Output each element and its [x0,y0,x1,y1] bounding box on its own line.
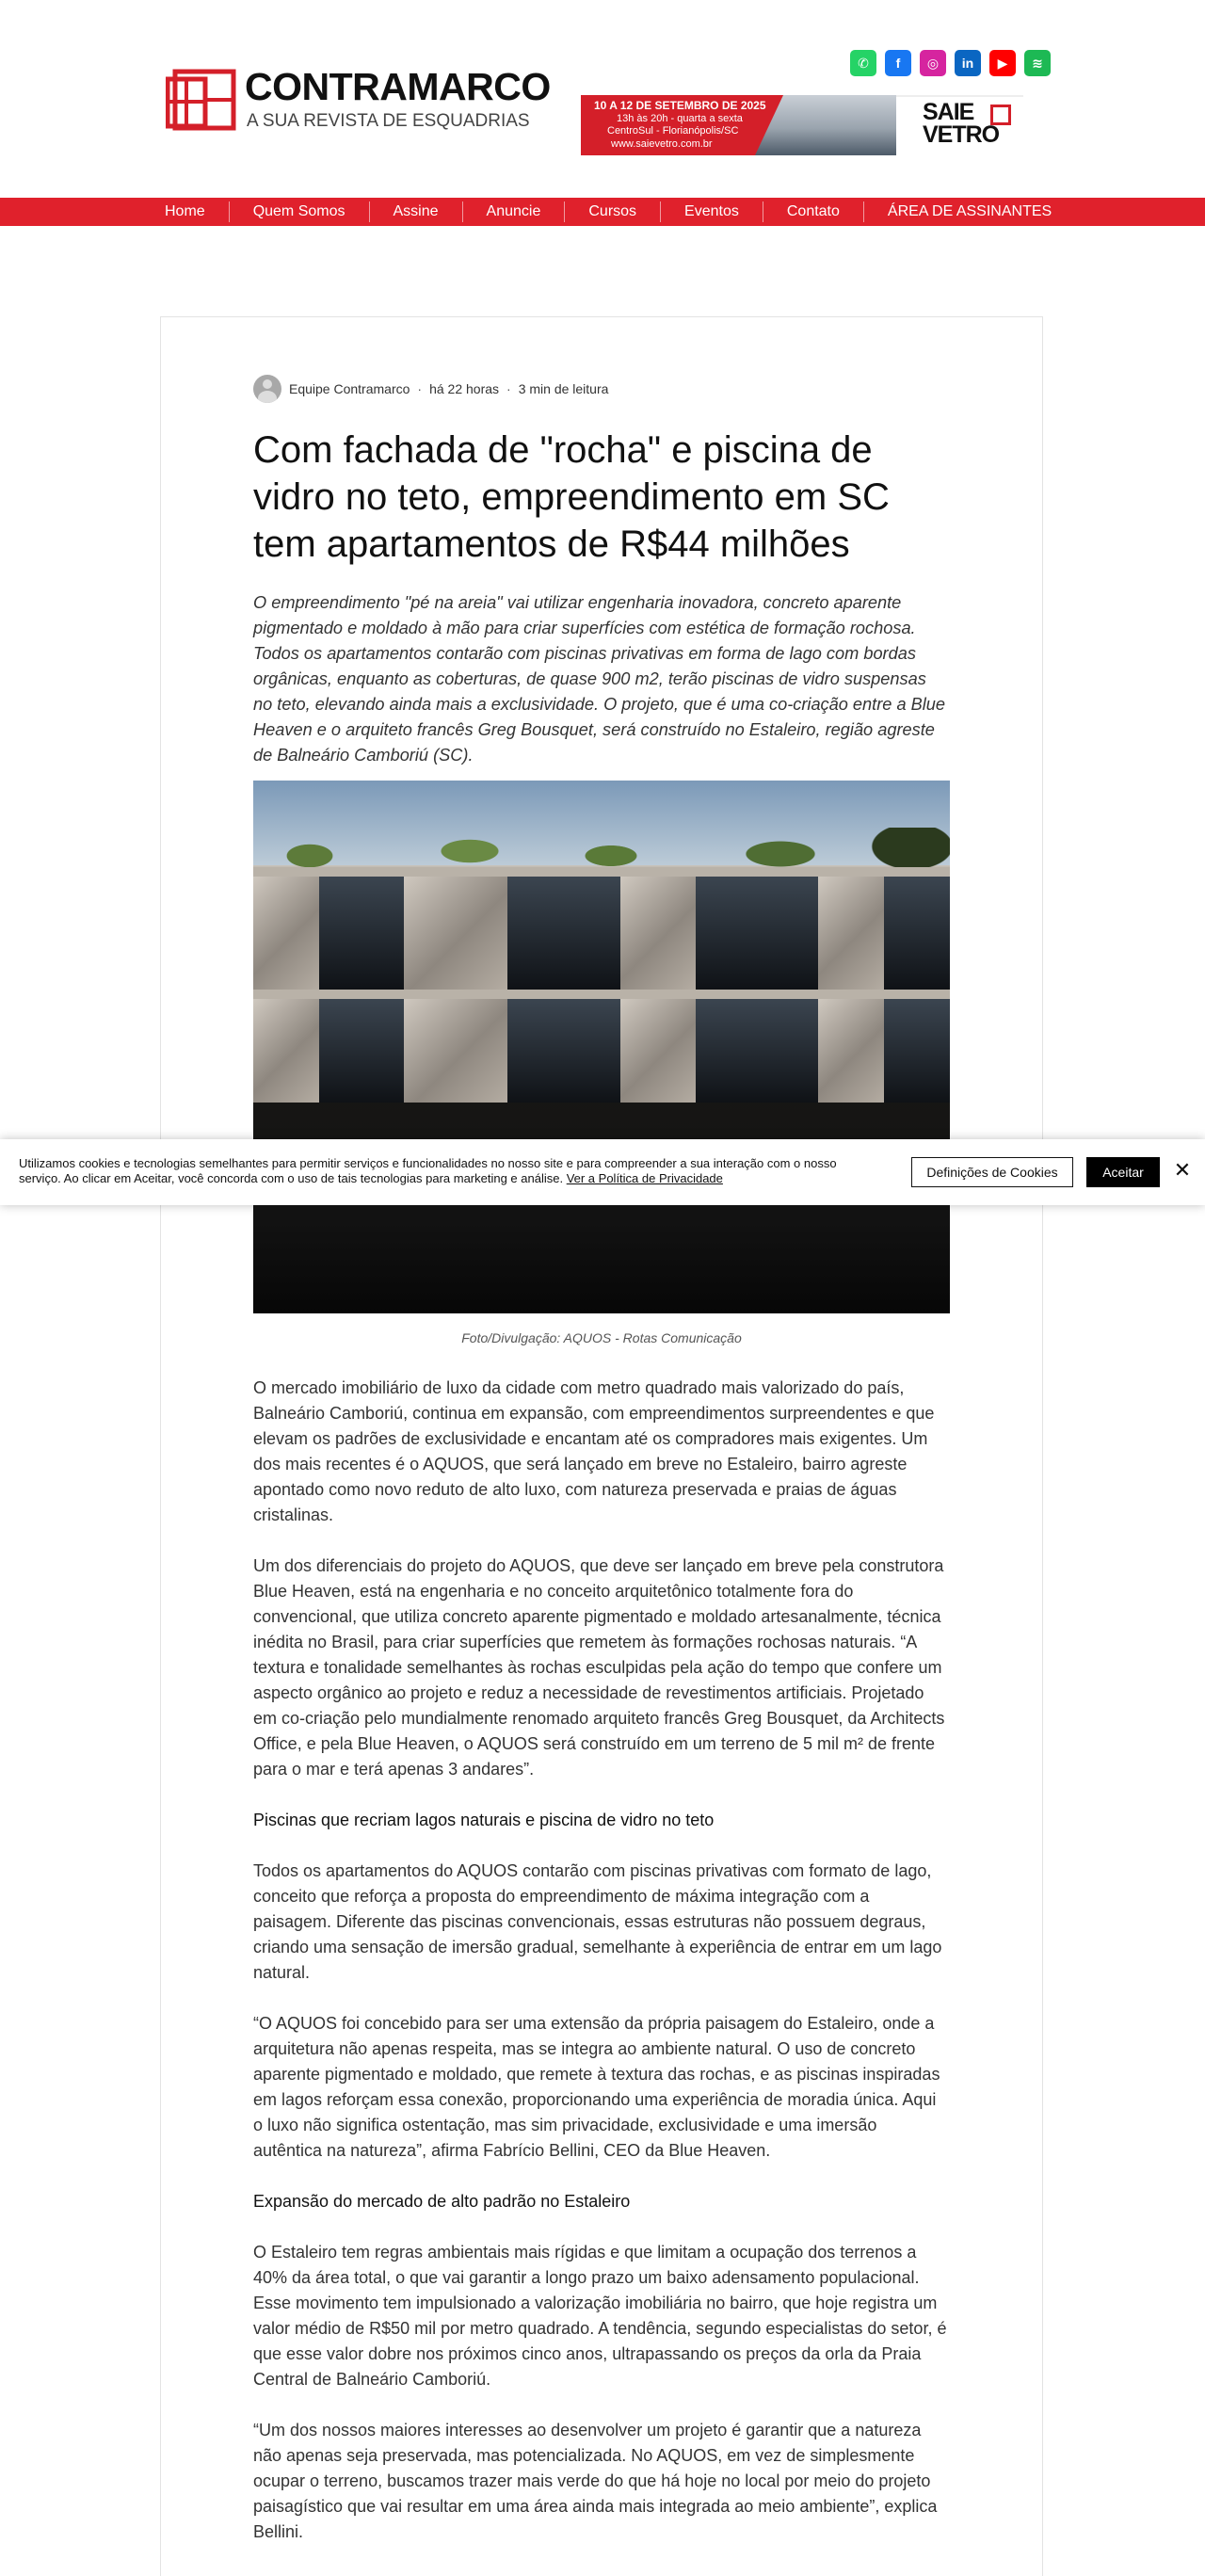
paragraph: “Um dos nossos maiores interesses ao desenvolver um projeto é garantir que a natureza não apenas seja preservada, mas potencializada. No AQUOS, em vez de simplesmente ocupar o terreno, buscamos trazer mais verde do que há hoje no local por meio do projeto paisagístico que vai resultar em uma área ainda mais integrada ao meio ambiente”, explica Bellini. [253,2421,938,2541]
nav-item-contato[interactable]: Contato [763,201,864,222]
nav-item-eventos[interactable]: Eventos [661,201,763,222]
paragraph: O Estaleiro tem regras ambientais mais rígidas e que limitam a ocupação dos terrenos a 40% da área total, o que vai garantir a longo prazo um baixo adensamento populacional. Esse movimento tem impulsionado a valorização imobiliária no bairro, que hoje registra um valor médio de R$50 mil por metro quadrado. A tendência, segundo especialistas do setor, é que esse valor dobre nos próximos cinco anos, ultrapassando os preços da orla da Praia Central de Balneário Camboriú. [253,2243,947,2389]
banner-brand-name [923,101,999,146]
post-photo[interactable] [253,781,950,1313]
youtube-icon[interactable]: ▶ [989,50,1016,76]
site-logo[interactable] [166,64,551,139]
banner-dates: 10 A 12 DE SETEMBRO DE 2025 [594,99,766,112]
banner-hours: 13h às 20h - quarta a sexta [617,112,743,124]
read-time: 3 min de leitura [518,381,609,396]
nav-item-home[interactable]: Home [141,201,230,222]
cookie-banner [0,1139,1205,1205]
window-icon [990,105,1011,125]
banner-venue: CentroSul - Florianópolis/SC [607,125,739,137]
paragraph: O mercado imobiliário de luxo da cidade com metro quadrado mais valorizado do país, Balneário Camboriú, continua em expansão, com empreendimentos surpreendentes e que elevam os padrões de exclusividade e encantam até os compradores mais exigentes. Um dos mais recentes é o AQUOS, que será lançado em breve no Estaleiro, bairro agreste apontado como novo reduto de alto luxo, com natureza preservada e praias de águas cristalinas. [253,1378,935,1524]
section-heading: Piscinas que recriam lagos naturais e piscina de vidro no teto [253,1811,715,1829]
banner-url: www.saievetro.com.br [611,137,713,150]
brand-subtitle: A SUA REVISTA DE ESQUADRIAS [247,111,530,131]
window-logo-icon [166,66,237,134]
banner-brand-top: SAIE [923,99,974,125]
avatar[interactable] [253,375,281,403]
post-body [253,1376,950,2570]
banner-info [581,95,896,155]
instagram-icon[interactable]: ◎ [920,50,946,76]
section-heading: Expansão do mercado de alto padrão no Estaleiro [253,2192,631,2211]
cookie-accept-button[interactable]: Aceitar [1086,1157,1160,1187]
social-links [850,50,1051,76]
main-navigation [0,198,1205,226]
privacy-policy-link[interactable]: Ver a Política de Privacidade [566,1171,723,1185]
paragraph: Todos os apartamentos do AQUOS contarão com piscinas privativas com formato de lago, conceito que reforça a proposta do empreendimento de máxima integração com a paisagem. Diferente das piscinas convencionais, essas estruturas não possuem degraus, criando uma sensação de imersão gradual, semelhante à experiência de entrar em um lago natural. [253,1861,942,1982]
spotify-icon[interactable]: ≋ [1024,50,1051,76]
author-name[interactable]: Equipe Contramarco [289,381,410,396]
cookie-message [19,1156,876,1186]
nav-item-cursos[interactable]: Cursos [565,201,661,222]
brand-title: CONTRAMARCO [245,65,551,108]
banner-brand [896,95,1023,155]
ad-banner[interactable] [581,95,1023,155]
post-meta [253,375,608,403]
meta-separator: · [506,381,511,396]
nav-item-quem-somos[interactable]: Quem Somos [230,201,370,222]
cookie-settings-button[interactable]: Definições de Cookies [911,1157,1073,1187]
nav-item-anuncie[interactable]: Anuncie [463,201,566,222]
cookie-text: Utilizamos cookies e tecnologias semelhantes para permitir serviços e funcionalidades no nosso site e para compreender a sua interação com o nosso serviço. Ao clicar em Aceitar, você concorda com o uso de tais tecnologias para marketing e análise. [19,1156,837,1185]
site-header [0,0,1205,198]
banner-brand-bottom: VETRO [923,121,1000,148]
whatsapp-icon[interactable]: ✆ [850,50,876,76]
meta-separator: · [417,381,423,396]
linkedin-icon[interactable]: in [955,50,981,76]
post-title: Com fachada de "rocha" e piscina de vidro no teto, empreendimento em SC tem apartamentos de R$44 milhões [253,429,890,565]
facebook-icon[interactable]: f [885,50,911,76]
nav-item-área-de-assinantes[interactable]: ÁREA DE ASSINANTES [887,203,1052,219]
bridge-image [755,95,896,155]
photo-caption: Foto/Divulgação: AQUOS - Rotas Comunicação [461,1330,742,1345]
nav-item-assine[interactable]: Assine [370,201,463,222]
post-lead: O empreendimento "pé na areia" vai utilizar engenharia inovadora, concreto aparente pigmentado e moldado à mão para criar superfícies com estética de formação rochosa. Todos os apartamentos contarão com piscinas privativas em forma de lago com bordas orgânicas, enquanto as coberturas, de quase 900 m2, terão piscinas de vidro suspensas no teto, elevando ainda mais a exclusividade. O projeto, que é uma co-criação entre a Blue Heaven e o arquiteto francês Greg Bousquet, será construído no Estaleiro, região agreste de Balneário Camboriú (SC). [253,593,946,765]
post-time: há 22 horas [429,381,500,396]
close-icon[interactable]: ✕ [1173,1158,1192,1182]
paragraph: “O AQUOS foi concebido para ser uma extensão da própria paisagem do Estaleiro, onde a arquitetura não apenas respeita, mas se integra ao ambiente natural. O uso de concreto aparente pigmentado e moldado, que remete à textura das rochas, e as piscinas inspiradas em lagos reforçam essa conexão, proporcionando uma experiência de moradia única. Aqui o luxo não significa ostentação, mas sim privacidade, exclusividade e uma imersão autêntica na natureza”, afirma Fabrício Bellini, CEO da Blue Heaven. [253,2014,940,2160]
paragraph: Um dos diferenciais do projeto do AQUOS, que deve ser lançado em breve pela construtora Blue Heaven, está na engenharia e no conceito arquitetônico totalmente fora do convencional, que utiliza concreto aparente pigmentado e moldado artesanalmente, técnica inédita no Brasil, para criar superfícies que remetem às formações rochosas naturais. “A textura e tonalidade semelhantes às rochas esculpidas pela ação do tempo que confere um aspecto orgânico ao projeto e reduz a necessidade de revestimentos artificiais. Projetado em co-criação pelo mundialmente renomado arquiteto francês Greg Bousquet, da Architects Office, e pela Blue Heaven, o AQUOS será construído em um terreno de 5 mil m² de frente para o mar e terá apenas 3 andares”. [253,1556,945,1779]
